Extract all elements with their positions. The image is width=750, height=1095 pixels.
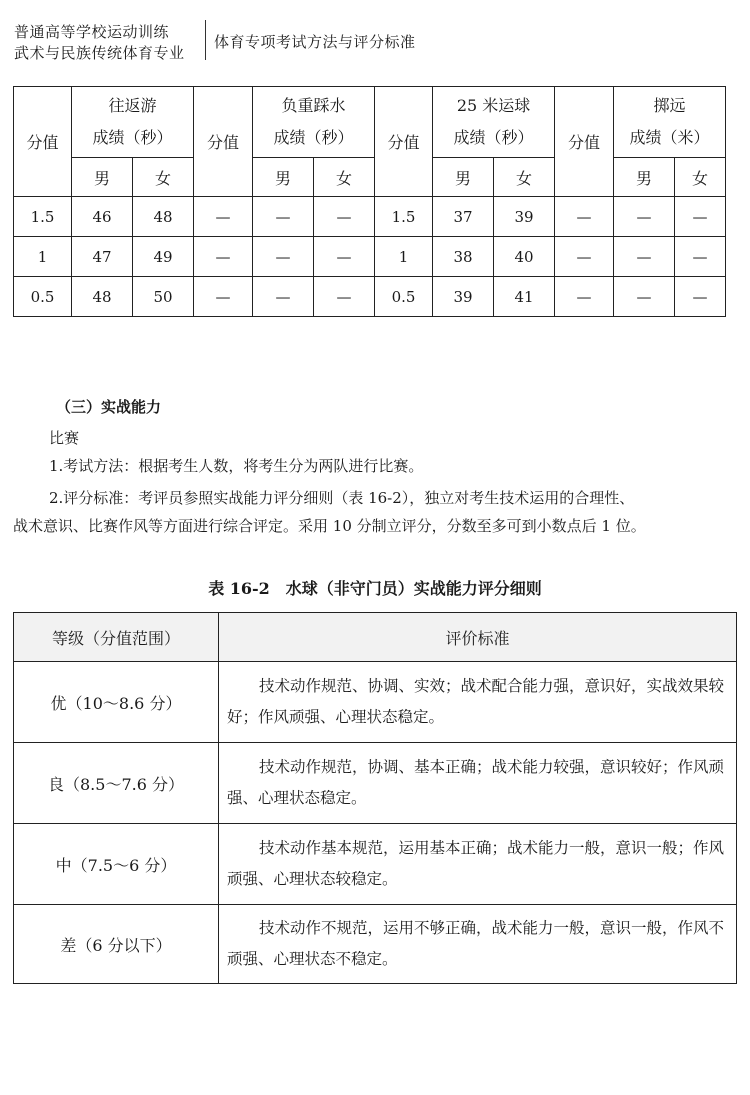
table-cell: —: [555, 277, 614, 317]
grade-cell: 优（10～8.6 分）: [14, 662, 219, 743]
table-cell: —: [675, 277, 726, 317]
table-row: [14, 905, 737, 984]
category-title: 往返游: [108, 96, 157, 115]
table-cell: 50: [133, 277, 194, 317]
header-line-2: 武术与民族传统体育专业: [14, 44, 185, 62]
table-cell: —: [314, 277, 375, 317]
table-cell: —: [555, 197, 614, 237]
male-header: 男: [253, 158, 314, 197]
male-header: 男: [433, 158, 494, 197]
table-cell: 48: [72, 277, 133, 317]
male-header: 男: [72, 158, 133, 197]
table-cell: —: [194, 277, 253, 317]
table-cell: —: [314, 237, 375, 277]
section-heading: （三）实战能力: [56, 398, 162, 416]
table-cell: —: [253, 237, 314, 277]
table-cell: 38: [433, 237, 494, 277]
table-row: [14, 237, 726, 277]
category-title: 负重踩水: [281, 96, 346, 115]
female-header: 女: [675, 158, 726, 197]
table-row: [14, 662, 737, 743]
table-cell: —: [614, 277, 675, 317]
table-cell: —: [614, 197, 675, 237]
table-cell: —: [614, 237, 675, 277]
table-row: [14, 743, 737, 824]
category-header-dribble: [433, 87, 555, 158]
category-title: 25 米运球: [456, 96, 531, 115]
score-header-cell: 分值: [14, 87, 72, 197]
score-table-header-row: [14, 87, 726, 158]
header-divider: [205, 20, 206, 60]
standard-paragraph-line-2: 战术意识、比赛作风等方面进行综合评定。采用 10 分制立评分，分数至多可到小数点后 1 位。: [13, 517, 646, 535]
table-caption: 表 16-2 水球（非守门员）实战能力评分细则: [208, 579, 542, 598]
grade-cell: 中（7.5～6 分）: [14, 824, 219, 905]
running-header-right: 体育专项考试方法与评分标准: [214, 33, 416, 51]
table-cell: 1.5: [375, 197, 433, 237]
subsection-heading: 比赛: [49, 429, 80, 447]
score-header-cell: 分值: [555, 87, 614, 197]
score-table-gender-row: [14, 158, 726, 197]
category-header-throw: [614, 87, 726, 158]
table-cell: 48: [133, 197, 194, 237]
category-title: 掷远: [653, 96, 686, 115]
table-row: [14, 197, 726, 237]
female-header: 女: [494, 158, 555, 197]
table-cell: 47: [72, 237, 133, 277]
table-cell: 0.5: [14, 277, 72, 317]
criteria-cell: 技术动作规范、协调、实效；战术配合能力强，意识好，实战效果较好；作风顽强、心理状态稳定。: [219, 662, 737, 743]
table-cell: 1.5: [14, 197, 72, 237]
running-header-left: [14, 22, 210, 64]
category-unit: 成绩（秒）: [273, 128, 354, 147]
table-cell: 0.5: [375, 277, 433, 317]
table-cell: —: [675, 237, 726, 277]
table-cell: 1: [375, 237, 433, 277]
category-header-tread: [253, 87, 375, 158]
table-cell: —: [555, 237, 614, 277]
table-cell: 39: [433, 277, 494, 317]
table-row: [14, 824, 737, 905]
grade-column-header: 等级（分值范围）: [14, 613, 219, 662]
criteria-cell: 技术动作规范，协调、基本正确；战术能力较强，意识较好；作风顽强、心理状态稳定。: [219, 743, 737, 824]
method-paragraph: 1.考试方法：根据考生人数，将考生分为两队进行比赛。: [49, 457, 424, 475]
criteria-column-header: 评价标准: [219, 613, 737, 662]
table-cell: 49: [133, 237, 194, 277]
table-cell: 41: [494, 277, 555, 317]
male-header: 男: [614, 158, 675, 197]
table-row: [14, 277, 726, 317]
category-unit: 成绩（米）: [629, 128, 710, 147]
rating-table: [13, 612, 737, 984]
score-header-cell: 分值: [375, 87, 433, 197]
criteria-cell: 技术动作不规范，运用不够正确，战术能力一般，意识一般，作风不顽强、心理状态不稳定。: [219, 905, 737, 984]
table-cell: —: [675, 197, 726, 237]
table-cell: 46: [72, 197, 133, 237]
criteria-cell: 技术动作基本规范，运用基本正确；战术能力一般，意识一般；作风顽强、心理状态较稳定。: [219, 824, 737, 905]
table-cell: —: [194, 237, 253, 277]
table-cell: 39: [494, 197, 555, 237]
score-header-cell: 分值: [194, 87, 253, 197]
category-unit: 成绩（秒）: [453, 128, 534, 147]
table-cell: —: [253, 277, 314, 317]
female-header: 女: [133, 158, 194, 197]
score-table: [13, 86, 726, 317]
category-header-swim: [72, 87, 194, 158]
grade-cell: 差（6 分以下）: [14, 905, 219, 984]
header-line-1: 普通高等学校运动训练: [14, 23, 170, 41]
table-cell: —: [253, 197, 314, 237]
standard-paragraph-line-1: 2.评分标准：考评员参照实战能力评分细则（表 16-2），独立对考生技术运用的合理性、: [49, 489, 635, 507]
grade-cell: 良（8.5～7.6 分）: [14, 743, 219, 824]
table-cell: 37: [433, 197, 494, 237]
category-unit: 成绩（秒）: [92, 128, 173, 147]
rating-table-header-row: [14, 613, 737, 662]
table-cell: 1: [14, 237, 72, 277]
table-cell: —: [194, 197, 253, 237]
table-cell: —: [314, 197, 375, 237]
table-cell: 40: [494, 237, 555, 277]
female-header: 女: [314, 158, 375, 197]
